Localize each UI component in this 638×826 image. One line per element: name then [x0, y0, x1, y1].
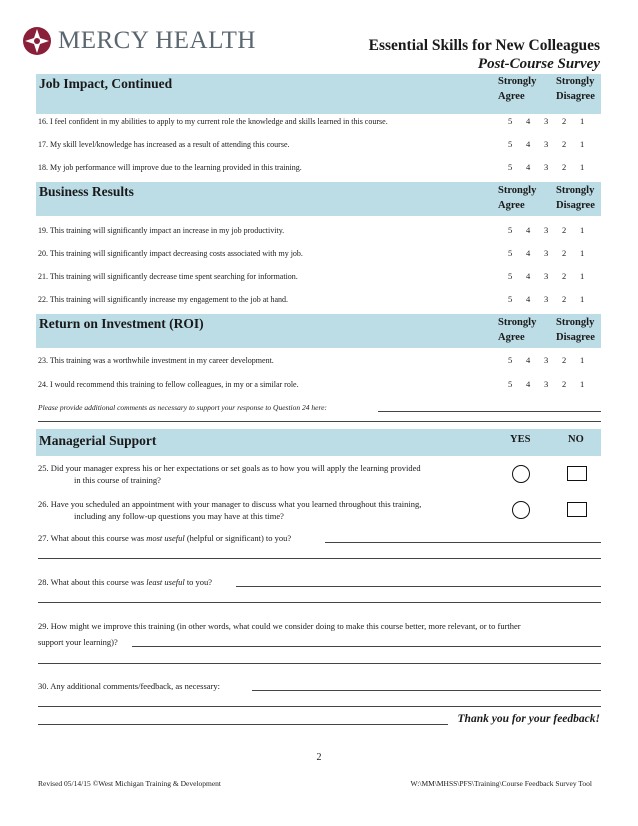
- question-22: 22. This training will significantly increase my engagement to the job at hand.: [38, 295, 289, 304]
- question-19: 19. This training will significantly impact an increase in my job productivity.: [38, 226, 285, 235]
- question-29-cont: support your learning)?: [38, 637, 118, 647]
- rating-scale-q19[interactable]: 5 4 3 2 1: [508, 225, 585, 235]
- logo-text: MERCY HEALTH: [58, 27, 256, 54]
- document-title: Essential Skills for New Colleagues: [368, 37, 600, 54]
- section-header-business-results: [36, 182, 601, 216]
- rating-scale-q23[interactable]: 5 4 3 2 1: [508, 355, 585, 365]
- rating-scale-q20[interactable]: 5 4 3 2 1: [508, 248, 585, 258]
- section-title: Job Impact, Continued: [39, 76, 173, 91]
- strongly-agree-label: Strongly Agree: [498, 317, 537, 343]
- yes-label: YES: [510, 434, 531, 445]
- q29-answer-line-2[interactable]: [38, 663, 601, 664]
- thank-you-message: Thank you for your feedback!: [457, 713, 600, 725]
- document-subtitle: Post-Course Survey: [477, 56, 600, 72]
- q28-answer-line-2[interactable]: [38, 602, 601, 603]
- strongly-disagree-label: Strongly Disagree: [556, 76, 595, 102]
- footer-revision: Revised 05/14/15 ©West Michigan Training & Development: [38, 779, 221, 788]
- q27-answer-line[interactable]: [325, 542, 601, 543]
- rating-scale-q17[interactable]: 5 4 3 2 1: [508, 139, 585, 149]
- question-28: 28. What about this course was least useful to you?: [38, 577, 213, 587]
- mercy-health-logo: [22, 26, 256, 56]
- section-header-roi: [36, 314, 601, 348]
- section-title: Business Results: [39, 184, 134, 199]
- q24-comment-line-2[interactable]: [38, 421, 601, 422]
- no-label: NO: [568, 434, 584, 445]
- question-29: 29. How might we improve this training (in other words, what could we consider doing to make this course better, more relevant, or to further: [38, 621, 521, 631]
- q24-comment-prompt: Please provide additional comments as necessary to support your response to Question 24 here:: [38, 403, 327, 412]
- footer-file-path: W:\MM\MHSS\PFS\Training\Course Feedback Survey Tool: [410, 779, 592, 788]
- section-header-managerial: [36, 429, 601, 456]
- strongly-agree-label: Strongly Agree: [498, 185, 537, 211]
- question-20: 20. This training will significantly impact decreasing costs associated with my job.: [38, 249, 303, 258]
- question-26: 26. Have you scheduled an appointment with your manager to discuss what you learned throughout this training, including any follow-up questions you may have at this time?: [38, 499, 422, 521]
- strongly-disagree-label: Strongly Disagree: [556, 317, 595, 343]
- question-24: 24. I would recommend this training to fellow colleagues, in my or a similar role.: [38, 380, 299, 389]
- q27-answer-line-2[interactable]: [38, 558, 601, 559]
- rating-scale-q22[interactable]: 5 4 3 2 1: [508, 294, 585, 304]
- page-number: 2: [316, 752, 322, 763]
- question-17: 17. My skill level/knowledge has increased as a result of attending this course.: [38, 140, 290, 149]
- question-30: 30. Any additional comments/feedback, as necessary:: [38, 681, 220, 691]
- q30-answer-line[interactable]: [252, 690, 601, 691]
- question-16: 16. I feel confident in my abilities to apply to my current role the knowledge and skills learned in this course.: [38, 117, 388, 126]
- rating-scale-q16[interactable]: 5 4 3 2 1: [508, 116, 585, 126]
- mercy-cross-icon: [22, 26, 52, 56]
- strongly-disagree-label: Strongly Disagree: [556, 185, 595, 211]
- question-23: 23. This training was a worthwhile investment in my career development.: [38, 356, 274, 365]
- rating-scale-q21[interactable]: 5 4 3 2 1: [508, 271, 585, 281]
- q28-answer-line[interactable]: [236, 586, 601, 587]
- question-27: 27. What about this course was most useful (helpful or significant) to you?: [38, 533, 292, 543]
- question-21: 21. This training will significantly decrease time spent searching for information.: [38, 272, 298, 281]
- q25-no-checkbox[interactable]: [567, 466, 587, 481]
- q25-yes-radio[interactable]: [512, 465, 530, 483]
- q26-yes-radio[interactable]: [512, 501, 530, 519]
- q26-no-checkbox[interactable]: [567, 502, 587, 517]
- rating-scale-q24[interactable]: 5 4 3 2 1: [508, 379, 585, 389]
- section-title: Managerial Support: [39, 433, 157, 448]
- question-25: 25. Did your manager express his or her expectations or set goals as to how you will apply the learning provided in this course of training?: [38, 463, 421, 485]
- q24-comment-line[interactable]: [378, 411, 601, 412]
- q30-answer-line-3[interactable]: [38, 724, 448, 725]
- rating-scale-q18[interactable]: 5 4 3 2 1: [508, 162, 585, 172]
- strongly-agree-label: Strongly Agree: [498, 76, 537, 102]
- section-header-job-impact: [36, 74, 601, 114]
- q30-answer-line-2[interactable]: [38, 706, 601, 707]
- q29-answer-line[interactable]: [132, 646, 601, 647]
- section-title: Return on Investment (ROI): [39, 316, 204, 331]
- question-18: 18. My job performance will improve due to the learning provided in this training.: [38, 163, 302, 172]
